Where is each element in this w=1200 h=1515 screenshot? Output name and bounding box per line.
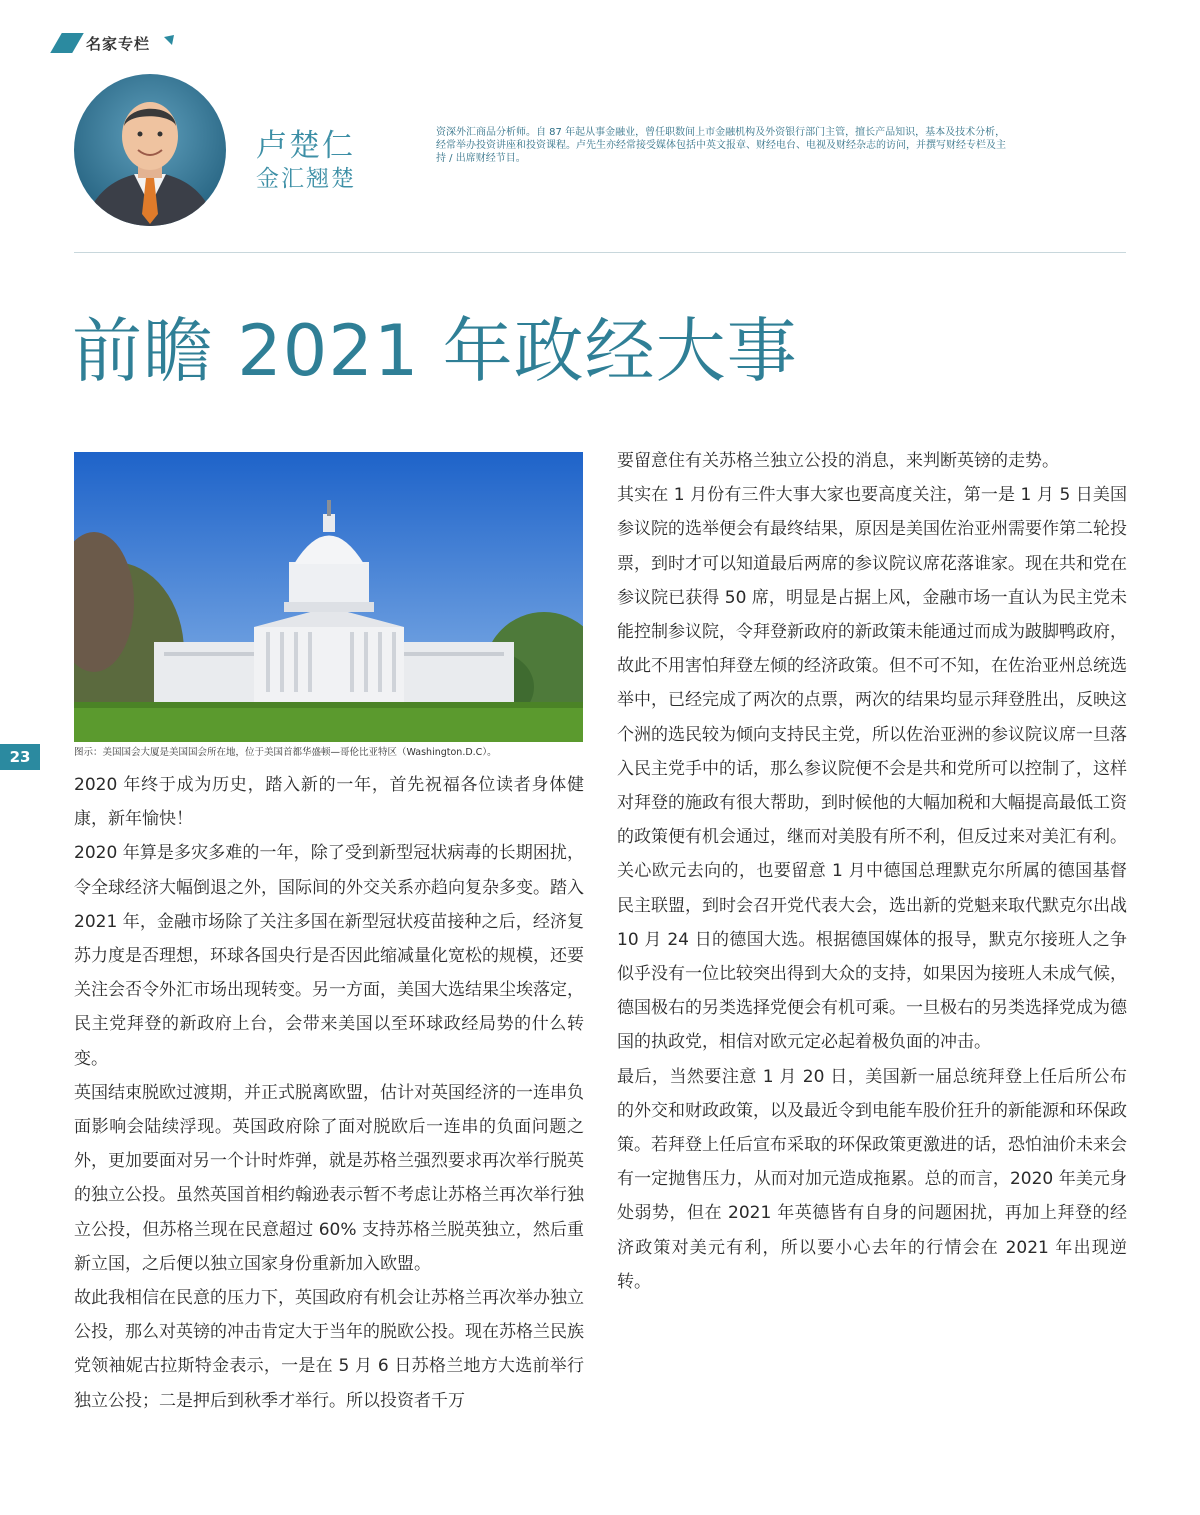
paragraph: 2020 年算是多灾多难的一年，除了受到新型冠状病毒的长期困扰，令全球经济大幅倒退之外，国际间的外交关系亦趋向复杂多变。踏入 2021 年，金融市场除了关注多国在新型冠状疫苗接种之后，经济复苏力度是否理想，环球各国央行是否因此缩减量化宽松的规模，还要关注会否令外汇市场出现转变。另一方面，美国大选结果尘埃落定，民主党拜登的新政府上台，会带来美国以至环球政经局势的什么转变。 — [74, 843, 584, 1069]
author-name: 卢楚仁 — [256, 128, 355, 164]
body-column-right — [617, 444, 1127, 1299]
paragraph: 英国结束脱欧过渡期，并正式脱离欧盟，估计对英国经济的一连串负面影响会陆续浮现。英国政府除了面对脱欧后一连串的负面问题之外，更加要面对另一个计时炸弹，就是苏格兰强烈要求再次举行脱英的独立公投。虽然英国首相约翰逊表示暂不考虑让苏格兰再次举行独立公投，但苏格兰现在民意超过 60% 支持苏格兰脱英独立，然后重新立国，之后便以独立国家身份重新加入欧盟。 — [74, 1082, 584, 1274]
paragraph: 最后，当然要注意 1 月 20 日，美国新一届总统拜登上任后所公布的外交和财政政策，以及最近令到电能车股价狂升的新能源和环保政策。若拜登上任后宣布采取的环保政策更激进的话，恐怕油价未来会有一定抛售压力，从而对加元造成拖累。总的而言，2020 年美元身处弱势，但在 2021 年英德皆有自身的问题困扰，再加上拜登的经济政策对美元有利，所以要小心去年的行情会在 2021 年出现逆转。 — [617, 1066, 1127, 1292]
column-tag-label: 名家专栏 — [86, 34, 151, 53]
arrow-up-right-icon — [156, 33, 176, 53]
author-title: 金汇翘楚 — [256, 166, 356, 192]
column-tag — [56, 28, 176, 58]
paragraph: 要留意住有关苏格兰独立公投的消息，来判断英镑的走势。 — [617, 451, 1059, 471]
photo-caption: 图示：美国国会大厦是美国国会所在地，位于美国首都华盛顿—哥伦比亚特区（Washington.D.C）。 — [74, 747, 497, 758]
paragraph: 其实在 1 月份有三件大事大家也要高度关注，第一是 1 月 5 日美国参议院的选举便会有最终结果，原因是美国佐治亚州需要作第二轮投票，到时才可以知道最后两席的参议院议席花落谁家。现在共和党在参议院已获得 50 席，明显是占据上风，金融市场一直认为民主党未能控制参议院，令拜登新政府的新政策未能通过而成为跛脚鸭政府，故此不用害怕拜登左倾的经济政策。但不可不知，在佐治亚州总统选举中，已经完成了两次的点票，两次的结果均显示拜登胜出，反映这个洲的选民较为倾向支持民主党，所以佐治亚洲的参议院议席一旦落入民主党手中的话，那么参议院便不会是共和党所可以控制了，这样对拜登的施政有很大帮助，到时候他的大幅加税和大幅提高最低工资的政策便有机会通过，继而对美股有所不利，但反过来对美汇有利。 — [617, 485, 1127, 848]
paragraph: 关心欧元去向的，也要留意 1 月中德国总理默克尔所属的德国基督民主联盟，到时会召开党代表大会，选出新的党魁来取代默克尔出战 10 月 24 日的德国大选。根据德国媒体的报导，默克尔接班人之争似乎没有一位比较突出得到大众的支持，如果因为接班人未成气候，德国极右的另类选择党便会有机可乘。一旦极右的另类选择党成为德国的执政党，相信对欧元定必起着极负面的冲击。 — [617, 861, 1127, 1053]
body-column-left — [74, 768, 584, 1418]
capitol-photo — [74, 452, 583, 742]
paragraph: 2020 年终于成为历史，踏入新的一年，首先祝福各位读者身体健康，新年愉快！ — [74, 775, 584, 830]
author-avatar — [74, 74, 226, 226]
header-divider — [74, 252, 1126, 253]
page-number: 23 — [0, 744, 40, 770]
slash-decoration-icon — [50, 33, 84, 53]
author-bio: 资深外汇商品分析师。自 87 年起从事金融业，曾任职数间上市金融机构及外资银行部门主管，擅长产品知识，基本及技术分析，经常举办投资讲座和投资课程。卢先生亦经常接受媒体包括中英文报章、财经电台、电视及财经杂志的访问，并撰写财经专栏及主持 / 出席财经节目。 — [436, 127, 1006, 164]
paragraph: 故此我相信在民意的压力下，英国政府有机会让苏格兰再次举办独立公投，那么对英镑的冲击肯定大于当年的脱欧公投。现在苏格兰民族党领袖妮古拉斯特金表示，一是在 5 月 6 日苏格兰地方大选前举行独立公投；二是押后到秋季才举行。所以投资者千万 — [74, 1288, 584, 1411]
article-headline: 前瞻 2021 年政经大事 — [72, 310, 798, 392]
